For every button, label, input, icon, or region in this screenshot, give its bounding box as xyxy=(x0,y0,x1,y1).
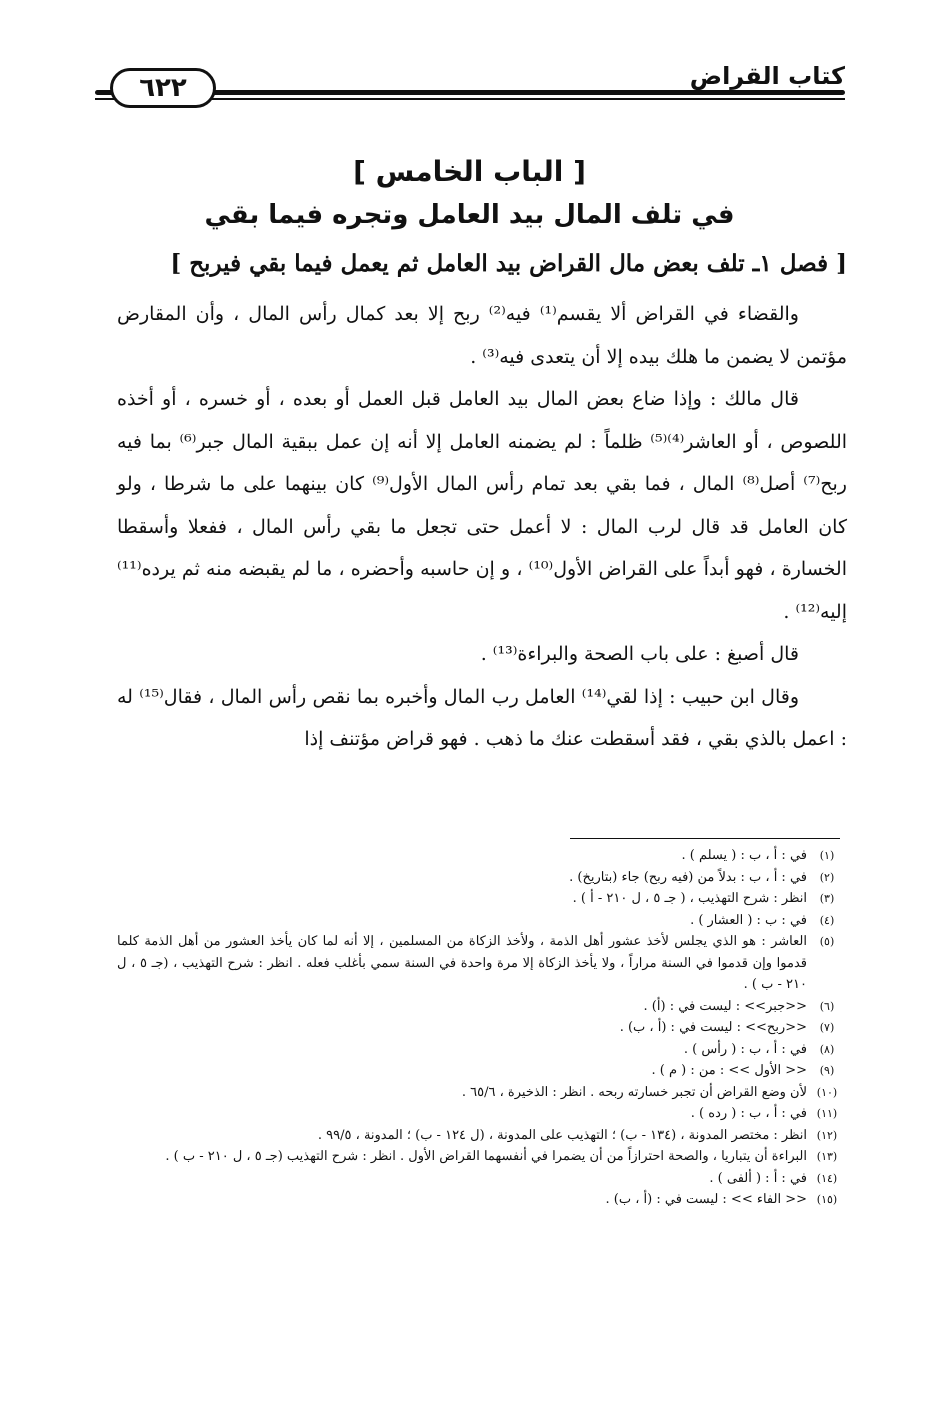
footnote-number: (٤) xyxy=(819,913,835,927)
footnote-number: (١٤) xyxy=(816,1171,838,1185)
footnote-number: (١١) xyxy=(816,1107,838,1120)
body-text xyxy=(117,293,847,761)
footnote-number: (٩) xyxy=(819,1064,835,1077)
footnote xyxy=(117,1060,847,1082)
footnote-text: العاشر : هو الذي يجلس لأخذ عشور أهل الذمة ، ولأخذ الزكاة من المسلمين ، إلا أنه لما كان يأخذ العشور من أهل الذمة كلما قدموا وإن قدموا في السنة مراراً ، ولا يأخذ الزكاة إلا مرة واحدة في السنة سمي بأغلب فعله . انظر : شرح التهذيب ، (جـ ٥ ، ل ٢١٠ - ب ) . xyxy=(117,934,808,992)
footnote-text: <<جبر>> : ليست في : (أ) . xyxy=(643,998,807,1014)
footnote-text: في : أ ، ب : ( رده ) . xyxy=(690,1106,807,1121)
footnote-text: انظر : شرح التهذيب ، ( جـ ٥ ، ل ٢١٠ - أ ) . xyxy=(572,891,807,906)
footnote xyxy=(117,910,847,932)
footnotes xyxy=(117,845,847,1211)
footnote xyxy=(117,845,847,867)
paragraph: قال أصبغ : على باب الصحة والبراءة⁽¹³⁾ . xyxy=(480,643,799,665)
footnote xyxy=(117,931,847,996)
paragraph: وقال ابن حبيب : إذا لقي⁽¹⁴⁾ العامل رب المال وأخبره بما نقص رأس المال ، فقال⁽¹⁵⁾ له : اعمل بالذي بقي ، فقد أسقطت عنك ما ذهب . فهو قراض مؤتنف إذا xyxy=(117,685,847,750)
footnote-text: في : أ : ( ألفى ) . xyxy=(709,1170,807,1186)
footnote-number: (٥) xyxy=(819,935,835,948)
chapter-title: [ الباب الخامس ] xyxy=(353,155,586,188)
footnote-text: << الأول >> : من : ( م ) . xyxy=(651,1063,807,1078)
footnote-text: <<ربح>> : ليست في : (أ ، ب) . xyxy=(619,1020,807,1035)
book-title: كتاب القراض xyxy=(682,62,845,90)
footnote xyxy=(117,1103,847,1125)
footnote-text: لأن وضع القراض أن تجبر خسارته ربحه . انظر : الذخيرة ، ٦٥/٦ . xyxy=(461,1084,807,1100)
footnote-number: (١٠) xyxy=(816,1085,838,1099)
footnote-text: في : أ ، ب : ( يسلم ) . xyxy=(681,848,807,863)
paragraph: قال مالك : وإذا ضاع بعض المال بيد العامل قبل العمل أو بعده ، أو خسره ، أو أخذه اللصوص ، أو العاشر⁽⁴⁾⁽⁵⁾ ظلماً : لم يضمنه العامل إلا أنه إن عمل ببقية المال جبر⁽⁶⁾ بما فيه ربح⁽⁷⁾ أصل⁽⁸⁾ المال ، فما بقي بعد تمام رأس المال الأول⁽⁹⁾ كان بينهما على ما شرطا ، ولو كان العامل قد قال لرب المال : لا أعمل حتى تجعل ما بقي رأس المال ، ففعلا وأسقطا الخسارة ، فهو أبداً على القراض الأول⁽¹⁰⁾ ، و إن حاسبه وأحضره ، ما لم يقبضه منه ثم يرده⁽¹¹⁾ إليه⁽¹²⁾ . xyxy=(117,388,848,623)
footnote-number: (١) xyxy=(819,849,835,862)
section-title: [ فصل ١ـ تلف بعض مال القراض بيد العامل ثم يعمل فيما بقي فيربح ] xyxy=(170,250,847,277)
page-number: ٦٢٢ xyxy=(110,68,216,108)
footnote-separator xyxy=(570,838,840,839)
footnote-text: في : ب : ( العشار ) . xyxy=(690,912,807,928)
footnote-number: (١٢) xyxy=(816,1128,838,1142)
footnote xyxy=(117,1039,847,1061)
footnote xyxy=(117,1125,847,1147)
footnote-number: (٧) xyxy=(819,1021,835,1034)
footnote-text: << الفاء >> : ليست في : (أ ، ب) . xyxy=(605,1192,807,1207)
footnote xyxy=(117,1017,847,1039)
footnote-number: (١٥) xyxy=(816,1193,838,1206)
footnote xyxy=(117,888,847,910)
footnote xyxy=(117,1189,847,1211)
footnote-number: (٣) xyxy=(819,892,835,905)
footnote xyxy=(117,1146,847,1168)
footnote-number: (٦) xyxy=(819,999,835,1013)
footnote-number: (١٣) xyxy=(816,1150,838,1163)
footnote-text: في : أ ، ب : ( رأس ) . xyxy=(683,1041,807,1057)
footnote-number: (٢) xyxy=(819,870,835,884)
footnote-text: انظر : مختصر المدونة ، (١٣٤ - ب) ؛ التهذيب على المدونة ، (ل ١٢٤ - ب) ؛ المدونة ، ٩٩/٥ . xyxy=(317,1127,807,1143)
footnote-number: (٨) xyxy=(819,1042,835,1056)
page-header xyxy=(95,60,845,130)
chapter-subtitle: في تلف المال بيد العامل وتجره فيما بقي xyxy=(204,200,735,230)
footnote xyxy=(117,867,847,889)
footnote-text: في : أ ، ب : بدلاً من (فيه ربح) جاء (بتاريخ) . xyxy=(569,869,807,885)
paragraph: والقضاء في القراض ألا يقسم⁽¹⁾ فيه⁽²⁾ ربح إلا بعد كمال رأس المال ، وأن المقارض مؤتمن لا يضمن ما هلك بيده إلا أن يتعدى فيه⁽³⁾ . xyxy=(117,303,847,368)
footnote xyxy=(117,1082,847,1104)
footnote xyxy=(117,1168,847,1190)
footnote xyxy=(117,996,847,1018)
footnote-text: البراءة أن يتباريا ، والصحة احترازاً من أن يضمرا في أنفسهما القراض الأول . انظر : شرح التهذيب (جـ ٥ ، ل ٢١٠ - ب ) . xyxy=(165,1149,807,1164)
